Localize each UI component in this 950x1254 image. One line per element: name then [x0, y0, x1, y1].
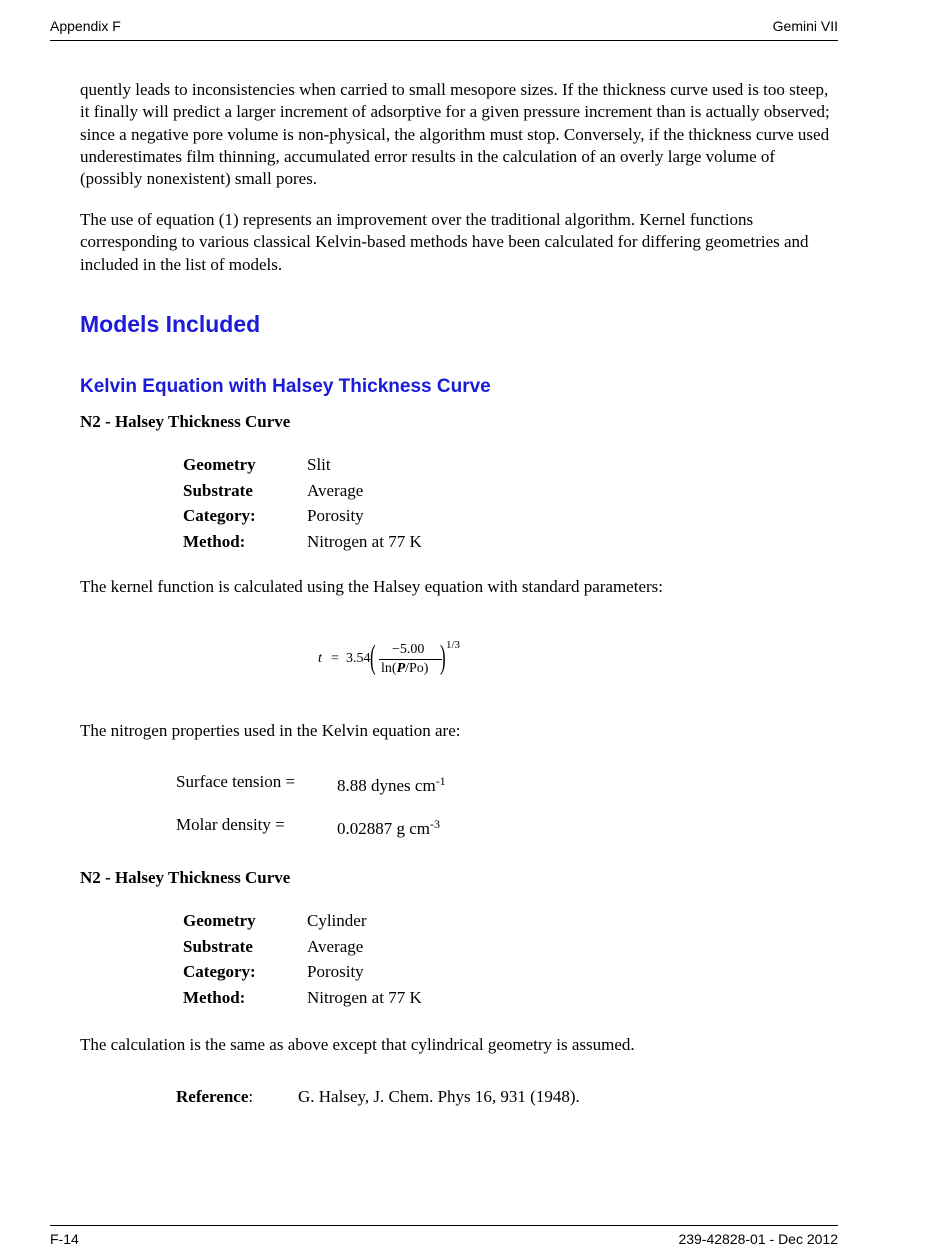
- property-value: Cylinder: [307, 911, 367, 930]
- property-key: Substrate: [183, 480, 253, 500]
- equation-numerator: −5.00: [392, 642, 425, 657]
- property-value: Slit: [307, 455, 331, 474]
- heading-kelvin-halsey: Kelvin Equation with Halsey Thickness Curve: [80, 376, 491, 397]
- paragraph-equation-improvement: The use of equation (1) represents an improvement over the traditional algorithm. Kernel functions corresponding to various classical Kelvin-based methods have been calculated for differing geometries and included in the list of models.: [80, 210, 809, 274]
- paragraph-thickness-curve: quently leads to inconsistencies when carried to small mesopore sizes. If the thickness curve used is too steep, it finally will predict a larger increment of adsorptive for a given pressure increment than is actually observed; since a negative pore volume is non-physical, the algorithm must stop. Conversely, if the thickness curve used underestimates film thinning, accumulated error results in the calculation of an overly large volume of (possibly nonexistent) small pores.: [80, 80, 830, 189]
- property-value: Average: [307, 936, 364, 956]
- equation-denominator: ln(P/Po): [381, 661, 429, 676]
- property-value: Porosity: [307, 962, 364, 981]
- halsey-equation: [316, 640, 476, 680]
- molar-density-label: Molar density =: [176, 815, 285, 834]
- property-value: Nitrogen at 77 K: [307, 987, 422, 1007]
- page-header: [50, 18, 838, 41]
- property-key: Geometry: [183, 455, 256, 474]
- equation-exponent: 1/3: [446, 639, 461, 651]
- property-key: Category:: [183, 506, 256, 525]
- document-id: 239-42828-01 - Dec 2012: [678, 1231, 838, 1247]
- molar-density-value: 0.02887 g $cm^{-3}$: [337, 817, 441, 838]
- equation-lhs: t: [318, 651, 322, 666]
- heading-models-included: Models Included: [80, 311, 261, 337]
- equation-coefficient: 3.54: [346, 651, 371, 666]
- equation-equals: =: [331, 651, 339, 666]
- reference-citation: G. Halsey, J. Chem. Phys 16, 931 (1948).: [298, 1087, 580, 1106]
- property-key: Category:: [183, 962, 256, 981]
- property-value: Porosity: [307, 506, 364, 525]
- surface-tension-value: 8.88 dynes $cm^{-1}$: [337, 774, 446, 795]
- nitrogen-properties-text: The nitrogen properties used in the Kelvin equation are:: [80, 721, 461, 740]
- calculation-note: The calculation is the same as above except that cylindrical geometry is assumed.: [80, 1035, 635, 1054]
- property-key: Method:: [183, 987, 246, 1007]
- property-key: Geometry: [183, 911, 256, 930]
- surface-tension-label: Surface tension =: [176, 772, 296, 791]
- property-value: Nitrogen at 77 K: [307, 531, 422, 551]
- reference-label: Reference:: [176, 1087, 254, 1106]
- kernel-function-text: The kernel function is calculated using the Halsey equation with standard parameters:: [80, 577, 663, 596]
- section-title-cylinder: N2 - Halsey Thickness Curve: [80, 868, 291, 887]
- property-value: Average: [307, 480, 364, 500]
- right-paren: ): [440, 639, 446, 676]
- page-number: F-14: [50, 1231, 79, 1247]
- property-key: Method:: [183, 531, 246, 551]
- property-key: Substrate: [183, 936, 253, 956]
- header-chapter: Appendix F: [50, 18, 121, 34]
- header-product: Gemini VII: [772, 18, 838, 34]
- left-paren: (: [370, 639, 376, 676]
- page-footer: [50, 1225, 838, 1248]
- section-title-slit: N2 - Halsey Thickness Curve: [80, 412, 291, 431]
- fraction-bar: [379, 659, 442, 660]
